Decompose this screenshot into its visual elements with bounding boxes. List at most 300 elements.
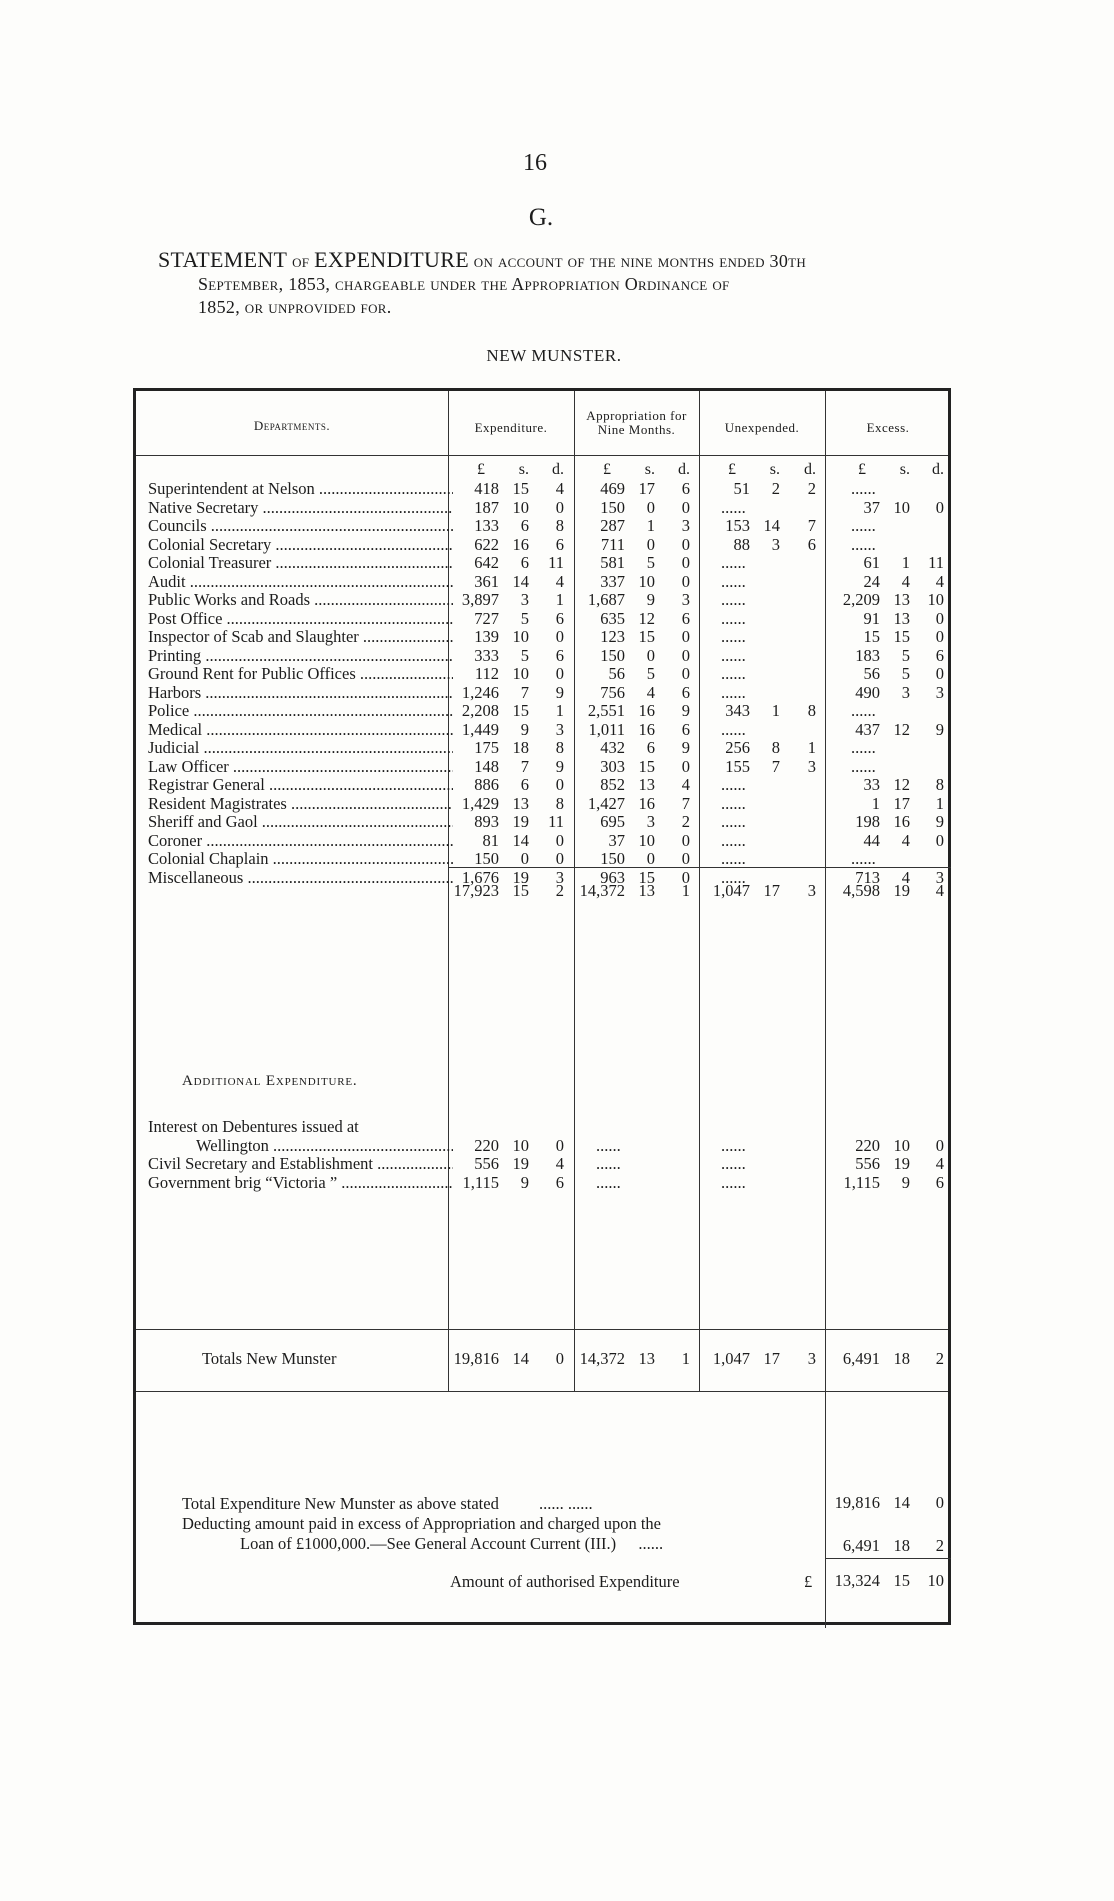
exp-pence: 0 [555,830,564,850]
summary-line-3-dots: ...... [638,1534,664,1553]
exc-pounds: 556 [855,1154,880,1173]
une-dots: ...... [721,830,746,850]
app-shillings: 15 [638,867,655,887]
app-dots: ...... [596,1154,621,1173]
exc-pounds: 1 [871,793,880,813]
exc-pounds: 13,324 [834,1571,880,1590]
exp-pence: 0 [555,627,564,646]
app-shillings: 1 [646,516,655,535]
expenditure-table [133,388,951,1625]
exp-shillings: 9 [520,1172,529,1192]
une-dots: ...... [721,812,746,831]
page-number: 16 [523,150,547,176]
exp-shillings: 14 [512,571,529,591]
exp-pence: 0 [555,775,564,794]
exc-pence: 3 [935,682,944,702]
une-pence: 3 [807,881,816,900]
exc-pence: 0 [935,1493,944,1512]
title-word-of: of [292,251,310,271]
department-name: Superintendent at Nelson ..... [148,479,453,498]
app-pounds: 469 [600,479,625,498]
exp-pounds: 2,208 [461,701,499,720]
une-dots: ...... [721,590,746,609]
exc-pounds: 24 [863,571,880,591]
une-dots: ...... [721,867,746,887]
exp-pounds: 727 [474,608,499,628]
table-row [136,479,948,498]
exc-pounds: 61 [863,553,880,572]
exp-shillings: 15 [512,881,529,900]
table-row [136,609,948,628]
department-name: Colonial Treasurer ..... [148,553,453,572]
department-name: Native Secretary ..... [148,498,453,517]
app-pounds: 635 [600,608,625,628]
exp-pounds: 886 [474,775,499,794]
exp-pounds: 150 [474,849,499,868]
department-name: Medical ..... [148,720,453,739]
department-name: Harbors ..... [148,683,453,702]
app-shillings: 10 [638,571,655,591]
summary-value-rule [825,1558,951,1559]
department-name: Colonial Secretary ..... [148,535,453,554]
app-shillings: 5 [646,664,655,683]
summary-line-4: Amount of authorised Expenditure [450,1572,680,1591]
exp-shillings: 6 [520,553,529,572]
department-name: Printing ..... [148,646,453,665]
app-pounds: 56 [608,664,625,683]
exp-shilling-unit: s. [518,461,529,478]
app-pounds: 581 [600,553,625,572]
exp-pounds: 642 [474,553,499,572]
exc-pounds: 437 [855,719,880,739]
exp-pence: 0 [555,1135,564,1155]
exc-pounds: 490 [855,682,880,702]
header-departments: Departments. [253,418,331,433]
exp-pence: 6 [555,608,564,628]
header-appropriation [574,409,699,437]
app-pounds: 1,427 [587,793,625,813]
app-shillings: 15 [638,627,655,646]
exp-pence: 6 [555,534,564,554]
une-dots: ...... [721,553,746,572]
exc-dots: ...... [851,738,876,757]
app-shillings: 6 [646,738,655,757]
app-pence: 7 [681,793,690,813]
table-row [136,535,948,554]
title-word-statement: STATEMENT [158,247,288,272]
table-row [136,849,948,868]
exc-dots: ...... [851,701,876,720]
une-shillings: 8 [771,738,780,757]
exc-pence: 0 [935,664,944,683]
exp-pounds: 1,449 [461,719,499,739]
exc-shillings: 4 [901,830,910,850]
une-shillings: 7 [771,756,780,776]
exc-pence: 10 [927,1571,944,1590]
app-shillings: 0 [646,534,655,554]
summary-value-row [136,1536,948,1555]
app-dots: ...... [596,1172,621,1192]
exc-pounds: 15 [863,627,880,646]
summary-value-row [136,1571,948,1590]
app-pence: 6 [681,682,690,702]
app-pence: 3 [681,590,690,609]
exp-shillings: 0 [520,849,529,868]
une-pence: 3 [807,756,816,776]
exc-dots: ...... [851,516,876,535]
department-name: Law Officer ..... [148,757,453,776]
table-row [136,738,948,757]
table-row [136,590,948,609]
exp-pounds: 81 [482,830,499,850]
exc-pence: 11 [928,553,944,572]
exp-pence: 3 [555,719,564,739]
totals-bottom-rule [136,1391,948,1392]
department-name: Audit ..... [148,572,453,591]
exc-shillings: 19 [893,881,910,900]
exp-pence: 11 [548,553,564,572]
exp-pence: 1 [555,590,564,609]
app-dots: ...... [596,1135,621,1155]
exp-shillings: 14 [512,1349,529,1368]
exp-pounds: 418 [474,479,499,498]
app-pounds: 963 [600,867,625,887]
totals-label: Totals New Munster [202,1349,337,1368]
une-dots: ...... [721,719,746,739]
exp-pence-unit: d. [552,461,564,478]
table-row [136,646,948,665]
une-shillings: 1 [771,701,780,720]
exp-pounds: 187 [474,497,499,517]
table-row [136,553,948,572]
department-name: Councils ..... [148,516,453,535]
exc-pence: 0 [935,497,944,517]
exc-pounds: 33 [863,775,880,794]
exp-pounds: 622 [474,534,499,554]
exc-pence-unit: d. [932,461,944,478]
exc-pounds: 713 [855,867,880,887]
une-pounds: 88 [733,534,750,554]
une-pence: 6 [807,534,816,554]
app-pence: 0 [681,571,690,591]
exp-pounds: 333 [474,645,499,665]
table-row [136,498,948,517]
une-dots: ...... [721,1154,746,1173]
exc-dots: ...... [851,756,876,776]
app-shillings: 15 [638,756,655,776]
exp-shillings: 6 [520,775,529,794]
exc-dots: ...... [851,849,876,868]
summary-line-1-text: Total Expenditure New Munster as above stated [182,1494,499,1513]
additional-item-name: Interest on Debentures issued at [148,1117,359,1136]
exp-pence: 1 [555,701,564,720]
exc-pounds: 4,598 [842,881,880,900]
exp-shillings: 10 [512,664,529,683]
exp-pounds: 175 [474,738,499,757]
app-shillings: 13 [638,775,655,794]
une-shillings: 14 [763,516,780,535]
une-pence-unit: d. [804,461,816,478]
exp-pence: 4 [555,479,564,498]
une-dots: ...... [721,1135,746,1155]
department-name: Judicial ..... [148,738,453,757]
table-row [136,683,948,702]
une-pounds: 1,047 [712,881,750,900]
app-pence-unit: d. [678,461,690,478]
exc-pounds: 183 [855,645,880,665]
exc-pounds: 6,491 [842,1349,880,1368]
region-heading: NEW MUNSTER. [486,346,622,365]
une-pounds: 343 [725,701,750,720]
app-pence: 3 [681,516,690,535]
exc-pounds: 37 [863,497,880,517]
app-pounds: 123 [600,627,625,646]
app-pounds: 1,011 [588,719,625,739]
department-name: Miscellaneous ..... [148,868,453,887]
app-shillings: 16 [638,701,655,720]
app-shillings: 17 [638,479,655,498]
statement-title [158,248,958,319]
exc-shillings: 5 [901,645,910,665]
exp-pence: 9 [555,682,564,702]
app-pounds: 150 [600,849,625,868]
exp-shillings: 16 [512,534,529,554]
une-dots: ...... [721,664,746,683]
exc-pounds: 6,491 [842,1536,880,1555]
department-name: Registrar General ..... [148,775,453,794]
app-shillings: 16 [638,719,655,739]
app-shillings: 10 [638,830,655,850]
une-pence: 3 [807,1349,816,1368]
app-shilling-unit: s. [644,461,655,478]
subtotal-rule [448,867,951,868]
exp-shillings: 7 [520,682,529,702]
une-pence: 7 [807,516,816,535]
exc-dots: ...... [851,479,876,498]
app-pence: 0 [681,645,690,665]
une-pounds: 51 [733,479,750,498]
app-shillings: 0 [646,645,655,665]
app-pence: 1 [681,881,690,900]
additional-expenditure-heading: Additional Expenditure. [182,1073,358,1089]
exc-pounds: 19,816 [834,1493,880,1512]
exc-pence: 4 [935,1154,944,1173]
app-shillings: 5 [646,553,655,572]
exc-pounds: 220 [855,1135,880,1155]
une-pounds: 155 [725,756,750,776]
header-appropriation-line-2: Nine Months. [597,422,676,437]
app-pounds: 150 [600,497,625,517]
une-dots: ...... [721,775,746,794]
exp-shillings: 14 [512,830,529,850]
exp-shillings: 7 [520,756,529,776]
une-dots: ...... [721,627,746,646]
app-pounds: 1,687 [587,590,625,609]
additional-item-name: Civil Secretary and Establishment ..... [148,1154,453,1173]
une-dots: ...... [721,608,746,628]
summary-line-1-dots: ...... ...... [538,1494,593,1513]
app-pounds: 711 [600,534,625,554]
app-pence: 0 [681,627,690,646]
exp-pence: 6 [555,645,564,665]
exc-shillings: 10 [893,1135,910,1155]
exc-pence: 4 [935,571,944,591]
exp-pounds: 112 [474,664,499,683]
table-row [136,516,948,535]
exp-pence: 0 [555,664,564,683]
exp-pounds: 893 [474,812,499,831]
app-shillings: 4 [646,682,655,702]
app-pounds: 287 [600,516,625,535]
exp-pounds: 1,115 [462,1172,499,1192]
exc-pounds: 1,115 [843,1172,880,1192]
department-name: Colonial Chaplain ..... [148,849,453,868]
exp-pounds: 1,676 [461,867,499,887]
exc-shillings: 1 [901,553,910,572]
additional-item-name: Government brig “Victoria ” ..... [148,1173,453,1192]
app-pence: 6 [681,719,690,739]
exp-shillings: 15 [512,479,529,498]
section-letter: G. [528,204,554,231]
exc-pounds: 56 [863,664,880,683]
app-pounds: 303 [600,756,625,776]
une-pence: 2 [807,479,816,498]
exp-pence: 4 [555,571,564,591]
app-pence: 1 [681,1349,690,1368]
exc-shillings: 15 [893,627,910,646]
une-dots: ...... [721,849,746,868]
exp-shillings: 13 [512,793,529,813]
table-row [136,572,948,591]
table-row [136,627,948,646]
exc-shillings: 9 [901,1172,910,1192]
exp-pence: 8 [555,516,564,535]
exp-pence: 0 [555,849,564,868]
totals-top-rule [136,1329,948,1330]
title-line-2: September, 1853, chargeable under the Appropriation Ordinance of [198,274,730,294]
totals-row [136,1349,948,1368]
subtotal-row [136,881,948,900]
exp-pounds: 556 [474,1154,499,1173]
une-shilling-unit: s. [769,461,780,478]
department-name: Sheriff and Gaol ..... [148,812,453,831]
exp-pounds: 3,897 [461,590,499,609]
app-pence: 4 [681,775,690,794]
department-name: Public Works and Roads ..... [148,590,453,609]
header-excess: Excess. [866,420,910,435]
app-pence: 9 [681,701,690,720]
app-pounds: 852 [600,775,625,794]
additional-item-name: Wellington ..... [196,1136,453,1155]
additional-row [136,1173,948,1192]
exc-pound-unit: £ [858,461,866,478]
une-dots: ...... [721,645,746,665]
exp-shillings: 10 [512,627,529,646]
summary-currency: £ [804,1572,813,1591]
additional-row [136,1117,948,1136]
une-pounds: 256 [725,738,750,757]
exc-pence: 1 [935,793,944,813]
app-shillings: 12 [638,608,655,628]
exp-pounds: 17,923 [453,881,499,900]
exp-shillings: 19 [512,812,529,831]
exp-pence: 8 [555,793,564,813]
exc-shillings: 5 [901,664,910,683]
app-shillings: 9 [646,590,655,609]
app-pence: 0 [681,849,690,868]
une-dots: ...... [721,1172,746,1192]
exc-pence: 6 [935,645,944,665]
exp-pounds: 133 [474,516,499,535]
app-shillings: 3 [646,812,655,831]
exp-pounds: 139 [474,627,499,646]
exp-shillings: 3 [520,590,529,609]
exc-shillings: 3 [901,682,910,702]
exp-shillings: 9 [520,719,529,739]
table-row [136,794,948,813]
exc-shillings: 4 [901,571,910,591]
department-name: Inspector of Scab and Slaughter ..... [148,627,453,646]
header-expenditure: Expenditure. [474,420,548,435]
app-shillings: 16 [638,793,655,813]
exp-pence: 4 [555,1154,564,1173]
summary-line-3-text: Loan of £1000,000.—See General Account Current (III.) [240,1534,617,1553]
table-row [136,775,948,794]
exp-pence: 8 [555,738,564,757]
app-pence: 0 [681,830,690,850]
table-row [136,664,948,683]
app-pounds: 2,551 [587,701,625,720]
exc-pence: 0 [935,627,944,646]
une-dots: ...... [721,793,746,813]
additional-row [136,1154,948,1173]
une-shillings: 17 [763,1349,780,1368]
exc-pence: 3 [935,867,944,887]
table-row [136,812,948,831]
exp-pound-unit: £ [477,461,485,478]
table-row [136,720,948,739]
app-pence: 0 [681,867,690,887]
additional-row [136,1136,948,1155]
exc-shillings: 13 [893,590,910,609]
table-row [136,831,948,850]
title-word-expenditure: EXPENDITURE [314,247,469,272]
exc-pounds: 91 [863,608,880,628]
app-shillings: 0 [646,849,655,868]
app-pence: 2 [681,812,690,831]
exp-pounds: 148 [474,756,499,776]
exp-shillings: 18 [512,738,529,757]
exp-shillings: 10 [512,1135,529,1155]
exp-pence: 3 [555,867,564,887]
exc-shilling-unit: s. [899,461,910,478]
app-pence: 0 [681,497,690,517]
une-pound-unit: £ [728,461,736,478]
app-pounds: 695 [600,812,625,831]
app-pounds: 14,372 [579,881,625,900]
exc-shillings: 4 [901,867,910,887]
exc-shillings: 17 [893,793,910,813]
app-pence: 9 [681,738,690,757]
header-appropriation-line-1: Appropriation for [586,408,687,423]
department-name: Ground Rent for Public Offices ..... [148,664,453,683]
exc-pounds: 44 [863,830,880,850]
exp-shillings: 19 [512,867,529,887]
exc-pence: 0 [935,1135,944,1155]
exp-pence: 6 [555,1172,564,1192]
app-pound-unit: £ [603,461,611,478]
une-pence: 1 [807,738,816,757]
